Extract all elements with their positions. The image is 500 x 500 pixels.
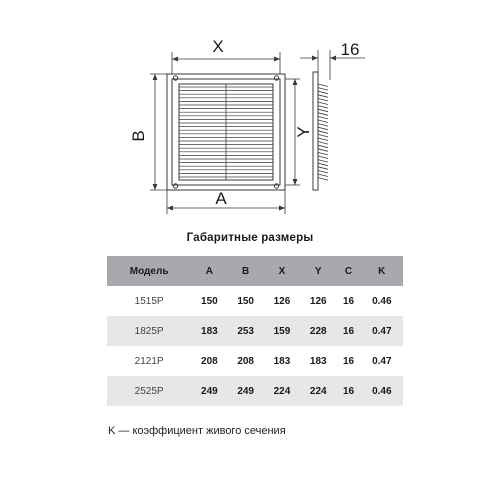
- side-fin: [318, 152, 328, 155]
- side-fin: [318, 131, 328, 134]
- table-cell: 1515P: [134, 295, 164, 307]
- mount-hole-icon: [173, 184, 177, 188]
- table-cell: 208: [237, 355, 254, 367]
- side-fin: [318, 178, 328, 181]
- table-cell: 150: [201, 295, 218, 307]
- side-fin: [318, 167, 328, 170]
- table-cell: 126: [273, 295, 291, 307]
- side-fin: [318, 113, 328, 116]
- side-fin: [318, 95, 328, 98]
- table-cell: 2525P: [107, 376, 191, 406]
- section-title: Габаритные размеры: [186, 232, 314, 244]
- side-fin: [318, 120, 328, 123]
- table-cell: 183: [273, 355, 291, 367]
- table-cell: 249: [228, 376, 264, 406]
- side-fin: [318, 170, 328, 173]
- side-fin: [318, 174, 328, 177]
- mount-hole-icon: [173, 76, 177, 80]
- table-row: [107, 286, 403, 316]
- table-cell: 126: [309, 295, 327, 307]
- side-fin: [318, 116, 328, 119]
- dim-label-depth: 16: [340, 40, 360, 59]
- grille-side-profile: [313, 72, 318, 190]
- table-cell: 228: [300, 316, 336, 346]
- dim-label-a: A: [215, 189, 227, 208]
- table-cell: 16: [336, 316, 360, 346]
- table-row: [107, 316, 403, 346]
- mount-hole-icon: [274, 76, 278, 80]
- side-fin: [318, 138, 328, 141]
- side-fins: [318, 84, 328, 180]
- table-cell: 2121P: [134, 355, 164, 367]
- side-fin: [318, 98, 328, 101]
- table-cell: 183: [309, 355, 327, 367]
- table-cell: 0.47: [372, 355, 392, 367]
- dim-label-x: X: [212, 37, 224, 56]
- side-fin: [318, 102, 328, 105]
- side-fin: [318, 124, 328, 127]
- footnote: K — коэффициент живого сечения: [108, 425, 286, 437]
- side-fin: [318, 134, 328, 137]
- side-fin: [318, 160, 328, 163]
- column-header: B: [228, 256, 264, 286]
- table-cell: 150: [237, 295, 254, 307]
- table-cell: 0.47: [361, 316, 403, 346]
- side-fin: [318, 156, 328, 159]
- table-cell: 0.46: [361, 376, 403, 406]
- table-row: [107, 346, 403, 376]
- table-cell: 16: [336, 376, 360, 406]
- table-cell: 16: [342, 355, 355, 367]
- mount-hole-icon: [274, 184, 278, 188]
- table-cell: 224: [300, 376, 336, 406]
- side-fin: [318, 91, 328, 94]
- dimensions-table: [107, 256, 403, 406]
- grille-technical-drawing: [0, 0, 500, 225]
- column-header: Модель: [107, 256, 191, 286]
- side-fin: [318, 149, 328, 152]
- dim-label-b: B: [129, 130, 148, 142]
- table-cell: 1825P: [107, 316, 191, 346]
- table-cell: 0.46: [372, 295, 392, 307]
- table-cell: 183: [191, 316, 227, 346]
- side-fin: [318, 163, 328, 166]
- side-fin: [318, 106, 328, 109]
- side-fin: [318, 142, 328, 145]
- dim-label-y: Y: [294, 126, 313, 138]
- table-cell: 249: [191, 376, 227, 406]
- table-cell: 208: [201, 355, 218, 367]
- column-header: C: [336, 256, 360, 286]
- column-header: Y: [300, 256, 336, 286]
- side-fin: [318, 145, 328, 148]
- column-header: K: [361, 256, 403, 286]
- table-header-row: [107, 256, 403, 286]
- table-cell: 16: [342, 295, 355, 307]
- side-fin: [318, 109, 328, 112]
- table-cell: 159: [264, 316, 300, 346]
- column-header: X: [264, 256, 300, 286]
- side-fin: [318, 88, 328, 91]
- table-row: [107, 376, 403, 406]
- table-cell: 253: [228, 316, 264, 346]
- table-cell: 224: [264, 376, 300, 406]
- side-fin: [318, 127, 328, 130]
- side-fin: [318, 84, 328, 87]
- column-header: A: [191, 256, 227, 286]
